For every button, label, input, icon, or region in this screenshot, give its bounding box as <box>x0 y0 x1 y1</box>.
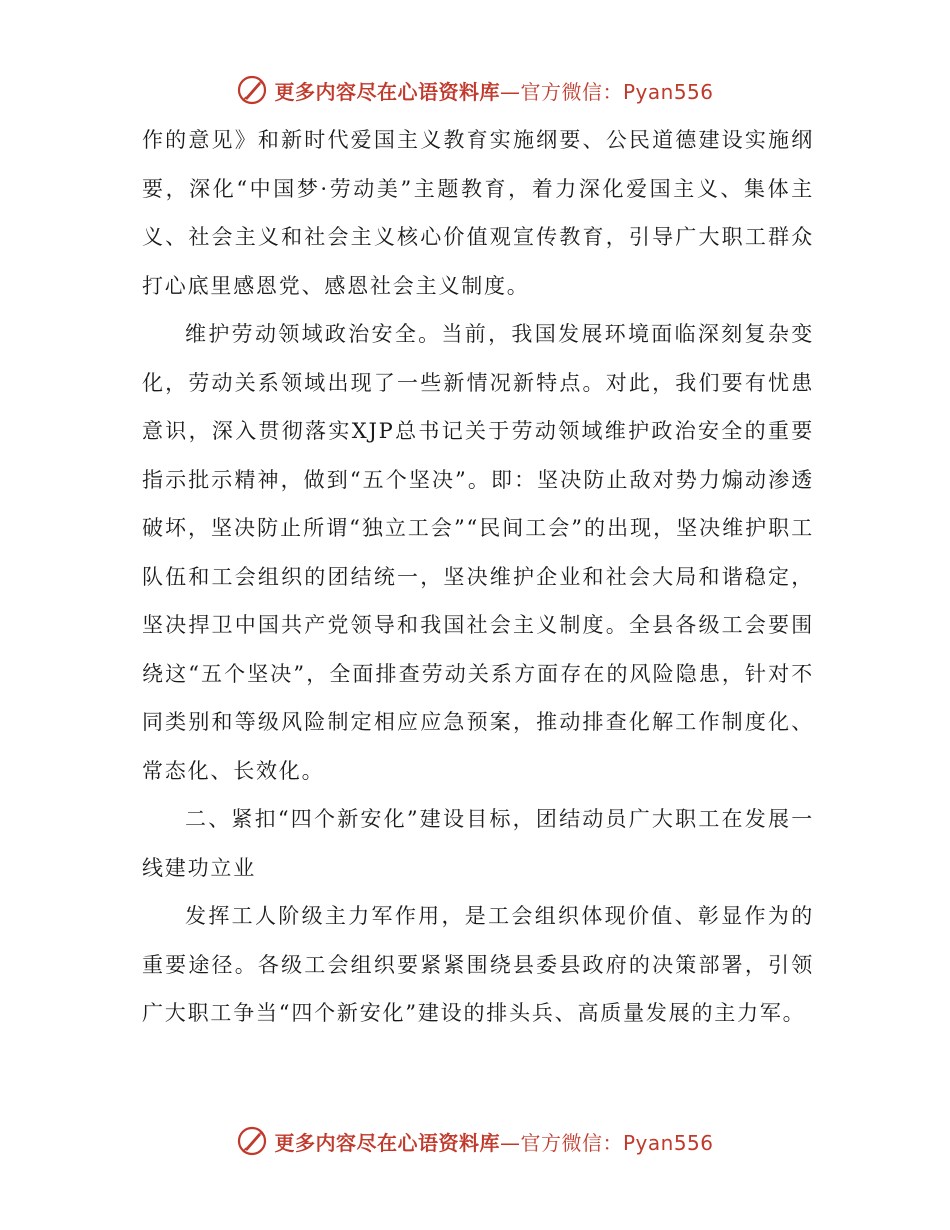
watermark-brand: 更多内容尽在心语资料库 <box>274 1130 500 1155</box>
watermark-wechat-id: Pyan556 <box>622 1130 714 1155</box>
section-heading: 二、紧扣“四个新安化”建设目标，团结动员广大职工在发展一线建功立业 <box>142 807 814 880</box>
document-body <box>142 116 814 1038</box>
paragraph: 发挥工人阶级主力军作用，是工会组织体现价值、彰显作为的重要途径。各级工会组织要紧紧围绕县委县政府的决策部署，引领广大职工争当“四个新安化”建设的排头兵、高质量发展的主力军。 <box>142 904 814 1025</box>
watermark-separator: — <box>499 79 521 104</box>
quill-pen-logo-icon <box>236 1125 268 1157</box>
watermark-separator: — <box>499 1130 521 1155</box>
paragraph: 维护劳动领域政治安全。当前，我国发展环境面临深刻复杂变化，劳动关系领域出现了一些新情况新特点。对此，我们要有忧患意识，深入贯彻落实XJP总书记关于劳动领域维护政治安全的重要指示批示精神，做到“五个坚决”。即：坚决防止敌对势力煽动渗透破坏，坚决防止所谓“独立工会”“民间工会”的出现，坚决维护职工队伍和工会组织的团结统一，坚决维护企业和社会大局和谐稳定，坚决捍卫中国共产党领导和我国社会主义制度。全县各级工会要围绕这“五个坚决”，全面排查劳动关系方面存在的风险隐患，针对不同类别和等级风险制定相应应急预案，推动排查化解工作制度化、常态化、长效化。 <box>142 322 814 783</box>
watermark-brand: 更多内容尽在心语资料库 <box>274 79 500 104</box>
footer-watermark <box>0 1121 950 1161</box>
quill-pen-logo-icon <box>236 74 268 106</box>
paragraph: 作的意见》和新时代爱国主义教育实施纲要、公民道德建设实施纲要，深化“中国梦·劳动美”主题教育，着力深化爱国主义、集体主义、社会主义和社会主义核心价值观宣传教育，引导广大职工群众打心底里感恩党、感恩社会主义制度。 <box>142 128 814 298</box>
watermark-wechat-id: Pyan556 <box>622 79 714 104</box>
watermark-text <box>274 1127 713 1156</box>
watermark-official: 官方微信： <box>520 1130 623 1155</box>
header-watermark <box>0 70 950 110</box>
watermark-text <box>274 76 713 105</box>
watermark-official: 官方微信： <box>520 79 623 104</box>
